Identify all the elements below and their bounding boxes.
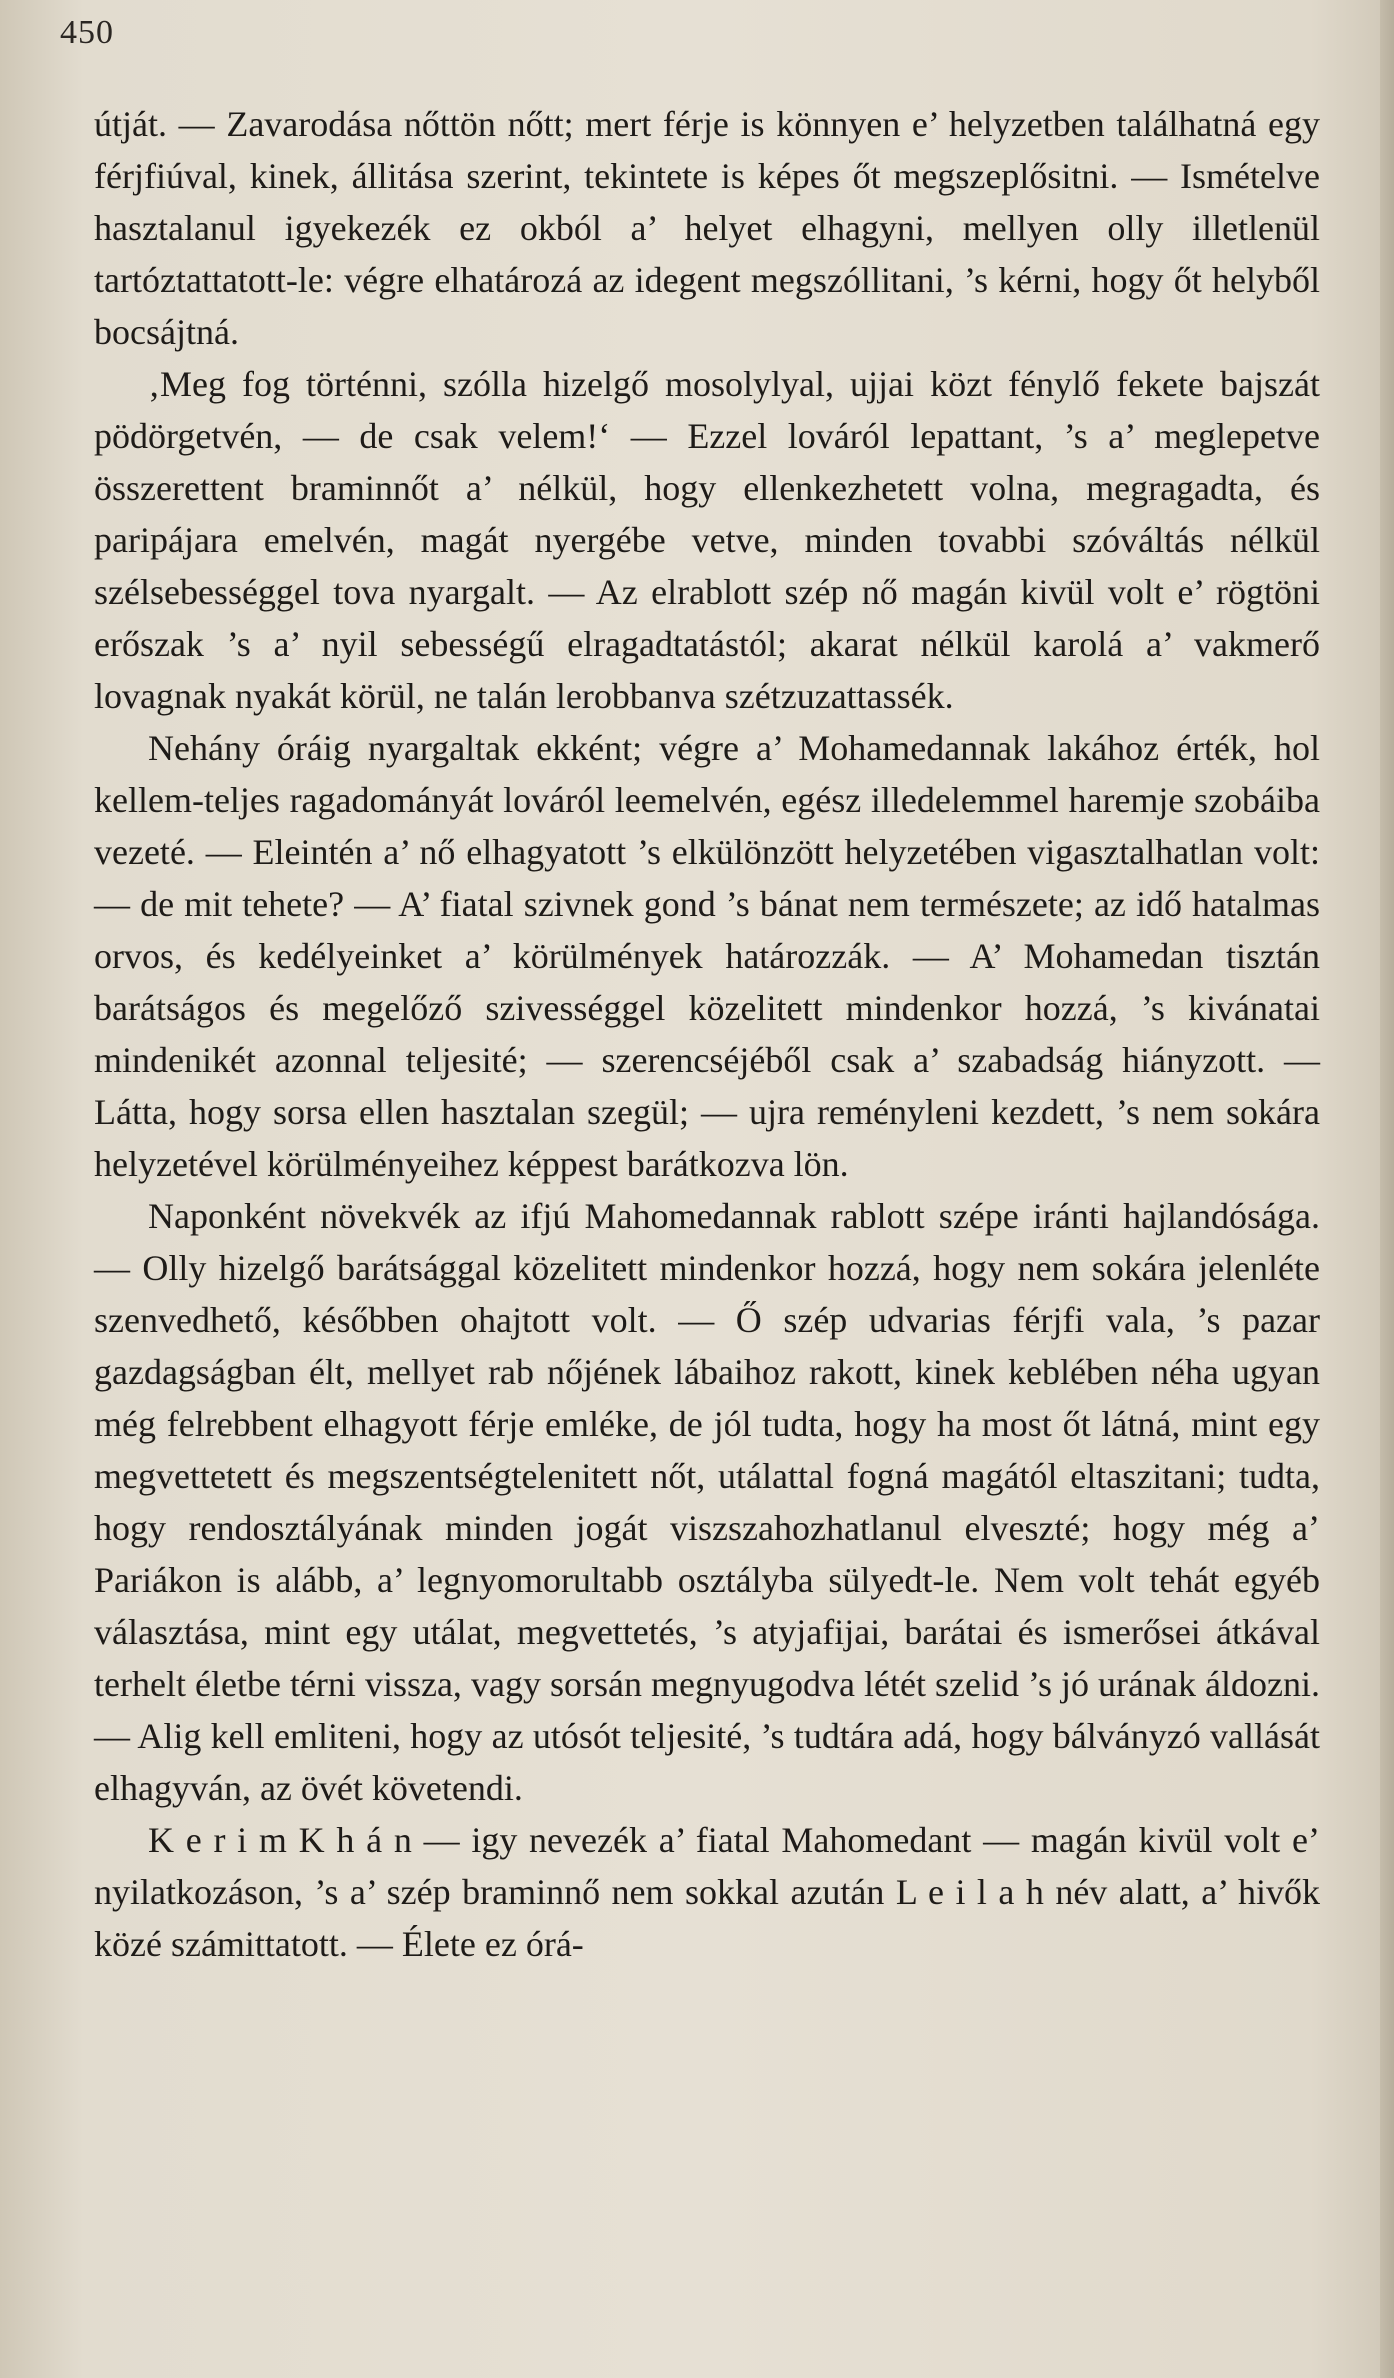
paragraph-2: ‚Meg fog történni, szólla hizelgő mosolylyal, ujjai közt fénylő fekete bajszát pödörgetvén, — de csak velem!‘ — Ezzel lováról lepattant, ’s a’ meglepetve összerettent braminnőt a’ nélkül, hogy ellenkezhetett volna, megragadta, és paripájara emelvén, magát nyergébe vetve, minden tovabbi szóváltás nélkül szélsebességgel tova nyargalt. — Az elrablott szép nő magán kivül volt e’ rögtöni erőszak ’s a’ nyil sebességű elragadtatástól; akarat nélkül karolá a’ vakmerő lovagnak nyakát körül, ne talán lerobbanva szétzuzattassék. (94, 364, 1320, 716)
paragraph-4: Naponként növekvék az ifjú Mahomedannak rablott szépe iránti hajlandósága. — Olly hizelgő barátsággal közelitett mindenkor hozzá, hogy nem sokára jelenléte szenvedhető, későbben ohajtott volt. — Ő szép udvarias férjfi vala, ’s pazar gazdagságban élt, mellyet rab nőjének lábaihoz rakott, kinek keblében néha ugyan még felrebbent elhagyott férje emléke, de jól tudta, hogy ha most őt látná, mint egy megvettetett és megszentségtelenitett nőt, utálattal fogná magától eltaszitani; tudta, hogy rendosztályának minden jogát viszszahozhatlanul elveszté; hogy még a’ Pariákon is alább, a’ legnyomorultabb osztályba sülyedt-le. Nem volt tehát egyéb választása, mint egy utálat, megvettetés, ’s atyjafijai, barátai és ismerősei átkával terhelt életbe térni vissza, vagy sorsán megnyugodva létét szelid ’s jó urának áldozni. — Alig kell emliteni, hogy az utósót teljesité, ’s tudtára adá, hogy bálványzó vallását elhagyván, az övét követendi. (94, 1196, 1320, 1808)
paragraph-1: útját. — Zavarodása nőttön nőtt; mert férje is könnyen e’ helyzetben találhatná egy férjfiúval, kinek, állitása szerint, tekintete is képes őt megszeplősitni. — Ismételve hasztalanul igyekezék ez okból a’ helyet elhagyni, mellyen olly illetlenül tartóztattatott-le: végre elhatározá az idegent megszóllitani, ’s kérni, hogy őt helyből bocsájtná. (94, 104, 1320, 352)
paragraph-5: K e r i m K h á n — igy nevezék a’ fiatal Mahomedant — magán kivül volt e’ nyilatkozáson, ’s a’ szép braminnő nem sokkal azután L e i l a h név alatt, a’ hivők közé számittatott. — Élete ez órá- (94, 1820, 1320, 1964)
body-text (94, 98, 1320, 1970)
paragraph-3: Nehány óráig nyargaltak ekként; végre a’ Mohamedannak lakához érték, hol kellem-teljes ragadományát lováról leemelvén, egész illedelemmel haremje szobáiba vezeté. — Eleintén a’ nő elhagyatott ’s elkülönzött helyzetében vigasztalhatlan volt: — de mit tehete? — A’ fiatal szivnek gond ’s bánat nem természete; az idő hatalmas orvos, és kedélyeinket a’ körülmények határozzák. — A’ Mohamedan tisztán barátságos és megelőző szivességgel közelitett mindenkor hozzá, ’s kivánatai mindenikét azonnal teljesité; — szerencséjéből csak a’ szabadság hiányzott. — Látta, hogy sorsa ellen hasztalan szegül; — ujra reményleni kezdett, ’s nem sokára helyzetével körülményeihez képpest barátkozva lön. (94, 728, 1320, 1184)
page-edge-shadow (1380, 0, 1394, 2378)
page-number: 450 (60, 14, 114, 51)
